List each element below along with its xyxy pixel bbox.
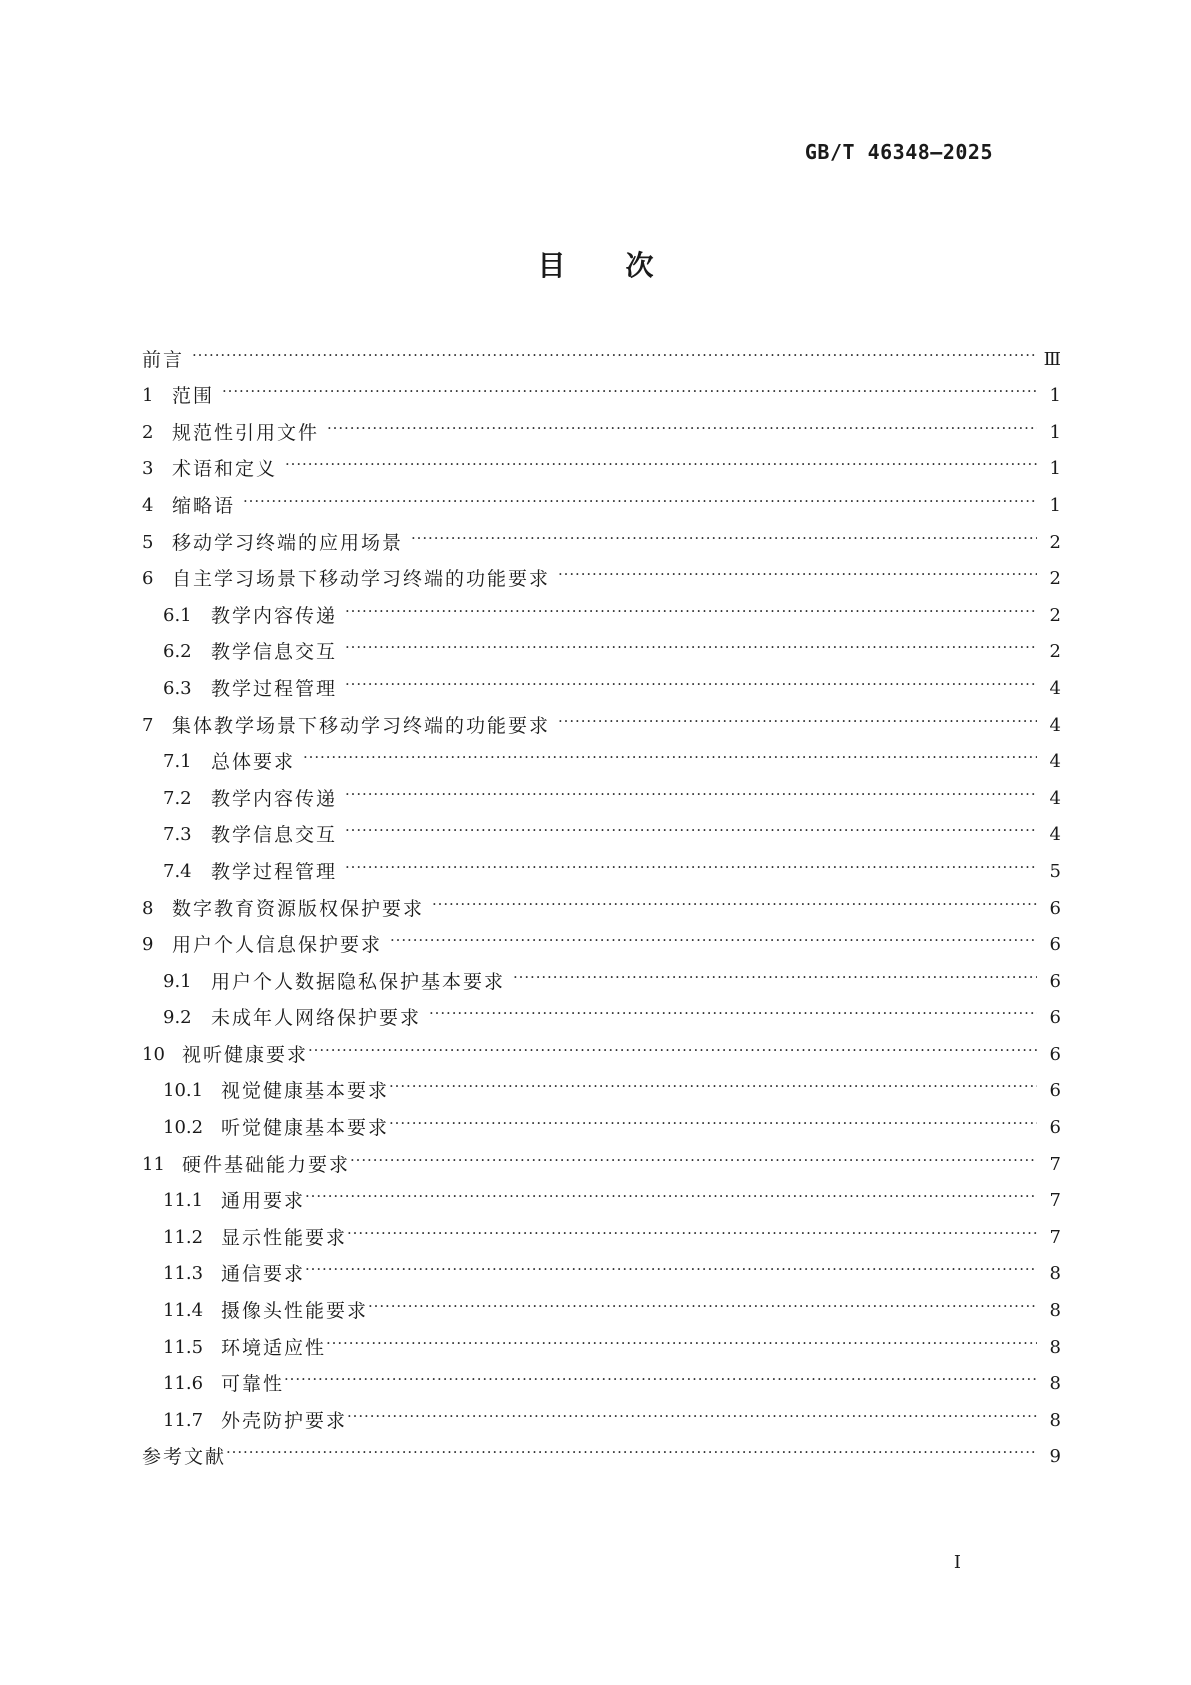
dot-leader xyxy=(513,964,1037,990)
toc-entry-label: 教学内容传递 xyxy=(211,604,338,627)
toc-entry-number: 11.4 xyxy=(163,1300,204,1322)
dot-leader xyxy=(284,1366,1037,1392)
toc-entry-page: 4 xyxy=(1049,677,1061,699)
dot-leader xyxy=(345,598,1037,624)
toc-entry-label: 视听健康要求 xyxy=(182,1043,309,1066)
dot-leader xyxy=(432,891,1037,917)
toc-entry-number: 1 xyxy=(142,385,154,407)
toc-entry-number: 11.1 xyxy=(163,1190,204,1212)
toc-entry-page: 8 xyxy=(1049,1409,1061,1431)
toc-entry-page: 9 xyxy=(1049,1446,1061,1468)
toc-entry-page: 2 xyxy=(1049,641,1061,663)
toc-entry-number: 7.4 xyxy=(163,860,192,882)
toc-entry-label: 教学过程管理 xyxy=(211,860,338,883)
toc-entry-page: 7 xyxy=(1049,1226,1061,1248)
toc-entry[interactable] xyxy=(142,1287,1061,1324)
toc-entry[interactable] xyxy=(142,1361,1061,1398)
toc-entry-number: 4 xyxy=(142,494,154,516)
dot-leader xyxy=(558,708,1037,734)
toc-entry-number: 3 xyxy=(142,458,154,480)
toc-entry-page: 5 xyxy=(1049,860,1061,882)
dot-leader xyxy=(368,1293,1037,1319)
dot-leader xyxy=(390,927,1037,953)
toc-entry-label: 参考文献 xyxy=(142,1446,227,1469)
toc-entry-label: 前言 xyxy=(142,348,185,371)
toc-entry-page: 1 xyxy=(1049,421,1061,443)
toc-entry-number: 11.5 xyxy=(163,1336,204,1358)
toc-entry-number: 9.1 xyxy=(163,970,192,992)
toc-entry[interactable] xyxy=(142,702,1061,739)
toc-entry[interactable] xyxy=(142,812,1061,849)
toc-entry-label: 教学信息交互 xyxy=(211,824,338,847)
dot-leader xyxy=(285,451,1037,477)
toc-entry-label: 教学内容传递 xyxy=(211,787,338,810)
toc-entry[interactable] xyxy=(142,592,1061,629)
toc-entry-label: 外壳防护要求 xyxy=(221,1409,348,1432)
toc-entry-label: 环境适应性 xyxy=(221,1336,327,1359)
dot-leader xyxy=(347,1403,1037,1429)
toc-entry-label: 用户个人信息保护要求 xyxy=(172,934,383,957)
toc-entry-number: 7.3 xyxy=(163,824,192,846)
toc-entry[interactable] xyxy=(142,739,1061,776)
toc-entry[interactable] xyxy=(142,519,1061,556)
toc-entry[interactable] xyxy=(142,556,1061,593)
dot-leader xyxy=(326,1330,1037,1356)
toc-entry[interactable] xyxy=(142,1434,1061,1471)
toc-entry-page: 6 xyxy=(1049,897,1061,919)
toc-entry[interactable] xyxy=(142,373,1061,410)
toc-entry[interactable] xyxy=(142,1214,1061,1251)
toc-entry-page: 6 xyxy=(1049,1007,1061,1029)
toc-entry[interactable] xyxy=(142,1324,1061,1361)
toc-entry-page: 8 xyxy=(1049,1336,1061,1358)
toc-entry-label: 显示性能要求 xyxy=(221,1226,348,1249)
dot-leader xyxy=(345,781,1037,807)
table-of-contents xyxy=(142,336,1061,1470)
toc-entry-number: 10.2 xyxy=(163,1117,204,1139)
toc-entry[interactable] xyxy=(142,885,1061,922)
toc-entry-label: 范围 xyxy=(172,385,215,408)
toc-entry-label: 缩略语 xyxy=(172,494,236,517)
toc-entry[interactable] xyxy=(142,665,1061,702)
toc-entry-page: 4 xyxy=(1049,824,1061,846)
toc-entry-page: 4 xyxy=(1049,714,1061,736)
toc-entry-number: 7.1 xyxy=(163,751,192,773)
toc-entry[interactable] xyxy=(142,1104,1061,1141)
toc-entry-page: 4 xyxy=(1049,751,1061,773)
dot-leader xyxy=(305,1256,1037,1282)
toc-entry-number: 10 xyxy=(142,1043,165,1065)
toc-entry[interactable] xyxy=(142,446,1061,483)
dot-leader xyxy=(222,378,1037,404)
toc-entry-number: 9 xyxy=(142,934,154,956)
toc-entry[interactable] xyxy=(142,1141,1061,1178)
toc-entry-number: 6 xyxy=(142,568,154,590)
page-number: Ⅰ xyxy=(953,1552,961,1573)
toc-entry-label: 移动学习终端的应用场景 xyxy=(172,531,404,554)
toc-entry-label: 数字教育资源版权保护要求 xyxy=(172,897,425,920)
toc-entry-page: 6 xyxy=(1049,1043,1061,1065)
toc-entry-page: 1 xyxy=(1049,385,1061,407)
toc-entry-label: 未成年人网络保护要求 xyxy=(211,1007,422,1030)
toc-entry-page: 8 xyxy=(1049,1263,1061,1285)
toc-entry-page: Ⅲ xyxy=(1043,348,1061,370)
toc-entry-page: 6 xyxy=(1049,1080,1061,1102)
toc-entry-number: 11.3 xyxy=(163,1263,204,1285)
toc-entry-page: 8 xyxy=(1049,1300,1061,1322)
toc-entry-number: 9.2 xyxy=(163,1007,192,1029)
dot-leader xyxy=(429,1000,1037,1026)
dot-leader xyxy=(308,1037,1037,1063)
toc-entry-number: 11.2 xyxy=(163,1226,204,1248)
toc-entry-page: 2 xyxy=(1049,568,1061,590)
toc-entry-label: 规范性引用文件 xyxy=(172,421,320,444)
toc-entry[interactable] xyxy=(142,775,1061,812)
toc-entry-number: 11.6 xyxy=(163,1373,204,1395)
dot-leader xyxy=(411,525,1037,551)
toc-entry[interactable] xyxy=(142,1068,1061,1105)
toc-entry-page: 1 xyxy=(1049,458,1061,480)
toc-entry-number: 8 xyxy=(142,897,154,919)
dot-leader xyxy=(226,1439,1037,1465)
dot-leader xyxy=(327,415,1037,441)
toc-entry-page: 1 xyxy=(1049,494,1061,516)
toc-entry-number: 11 xyxy=(142,1153,165,1175)
standard-code: GB/T 46348—2025 xyxy=(804,140,993,164)
toc-entry[interactable] xyxy=(142,482,1061,519)
toc-entry-label: 用户个人数据隐私保护基本要求 xyxy=(211,970,506,993)
toc-entry-label: 摄像头性能要求 xyxy=(221,1300,369,1323)
toc-entry[interactable] xyxy=(142,1251,1061,1288)
toc-entry-label: 通用要求 xyxy=(221,1190,306,1213)
toc-entry[interactable] xyxy=(142,409,1061,446)
toc-entry-label: 术语和定义 xyxy=(172,458,278,481)
toc-entry-number: 11.7 xyxy=(163,1409,204,1431)
toc-entry[interactable] xyxy=(142,922,1061,959)
dot-leader xyxy=(192,342,1037,368)
toc-entry-label: 自主学习场景下移动学习终端的功能要求 xyxy=(172,568,551,591)
dot-leader xyxy=(345,671,1037,697)
dot-leader xyxy=(350,1147,1037,1173)
dot-leader xyxy=(389,1110,1037,1136)
toc-entry-page: 8 xyxy=(1049,1373,1061,1395)
toc-entry-page: 2 xyxy=(1049,531,1061,553)
toc-entry-label: 听觉健康基本要求 xyxy=(221,1117,390,1140)
toc-entry[interactable] xyxy=(142,958,1061,995)
toc-entry-page: 7 xyxy=(1049,1153,1061,1175)
toc-entry-label: 教学信息交互 xyxy=(211,641,338,664)
toc-entry-number: 6.2 xyxy=(163,641,192,663)
toc-entry-label: 总体要求 xyxy=(211,751,296,774)
toc-entry-number: 7.2 xyxy=(163,787,192,809)
toc-entry[interactable] xyxy=(142,1178,1061,1215)
toc-entry[interactable] xyxy=(142,1397,1061,1434)
toc-entry-page: 6 xyxy=(1049,970,1061,992)
toc-entry[interactable] xyxy=(142,1031,1061,1068)
toc-entry-label: 教学过程管理 xyxy=(211,677,338,700)
toc-entry-number: 10.1 xyxy=(163,1080,204,1102)
toc-entry-number: 6.1 xyxy=(163,604,192,626)
toc-entry-label: 硬件基础能力要求 xyxy=(182,1153,351,1176)
dot-leader xyxy=(345,817,1037,843)
page-title: 目次 xyxy=(537,249,714,282)
dot-leader xyxy=(347,1220,1037,1246)
dot-leader xyxy=(389,1073,1037,1099)
toc-entry[interactable] xyxy=(142,995,1061,1032)
toc-entry[interactable] xyxy=(142,629,1061,666)
dot-leader xyxy=(305,1183,1037,1209)
toc-entry-number: 6.3 xyxy=(163,677,192,699)
toc-entry-page: 2 xyxy=(1049,604,1061,626)
toc-entry-number: 5 xyxy=(142,531,154,553)
dot-leader xyxy=(243,488,1037,514)
toc-entry-page: 6 xyxy=(1049,934,1061,956)
toc-entry-number: 2 xyxy=(142,421,154,443)
toc-entry[interactable] xyxy=(142,336,1061,373)
toc-entry-label: 可靠性 xyxy=(221,1373,285,1396)
dot-leader xyxy=(345,854,1037,880)
toc-entry-label: 通信要求 xyxy=(221,1263,306,1286)
toc-entry-number: 7 xyxy=(142,714,154,736)
dot-leader xyxy=(345,634,1037,660)
dot-leader xyxy=(303,744,1037,770)
toc-entry-page: 6 xyxy=(1049,1117,1061,1139)
toc-entry[interactable] xyxy=(142,848,1061,885)
dot-leader xyxy=(558,561,1037,587)
toc-entry-page: 7 xyxy=(1049,1190,1061,1212)
toc-entry-page: 4 xyxy=(1049,787,1061,809)
toc-entry-label: 集体教学场景下移动学习终端的功能要求 xyxy=(172,714,551,737)
toc-entry-label: 视觉健康基本要求 xyxy=(221,1080,390,1103)
